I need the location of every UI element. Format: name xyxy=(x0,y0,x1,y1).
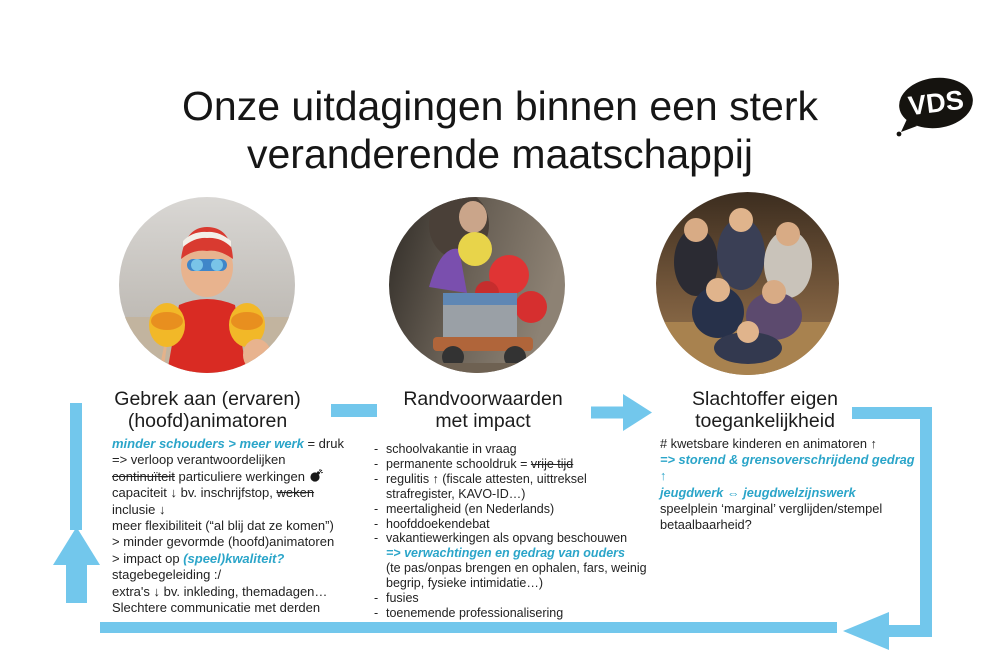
text-line xyxy=(372,531,648,546)
bullet-dash: - xyxy=(374,516,379,531)
bullet-dash: - xyxy=(374,531,379,546)
text-line xyxy=(112,567,368,583)
text-line xyxy=(112,534,368,550)
connector-left-vertical xyxy=(70,403,82,530)
text-segment: (speel)kwaliteit? xyxy=(183,550,285,566)
bullet-dash: - xyxy=(374,442,379,456)
text-line xyxy=(660,501,916,517)
text-segment: > minder gevormde (hoofd)animatoren xyxy=(112,534,335,550)
text-segment: vakantiewerkingen als opvang beschouwen xyxy=(386,531,628,546)
column3-heading-line1: Slachtoffer eigen xyxy=(692,388,838,410)
slide-title-line2: veranderende maatschappij xyxy=(247,131,753,177)
text-line xyxy=(112,584,368,600)
text-segment: minder schouders > meer werk xyxy=(112,436,304,451)
text-line xyxy=(112,436,368,452)
column2-heading-line2: met impact xyxy=(435,410,531,432)
column2-text xyxy=(372,442,648,636)
text-segment: verwachtingen en gedrag van ouders xyxy=(404,546,625,561)
text-line xyxy=(112,518,368,534)
text-line xyxy=(660,485,916,501)
text-segment: meer flexibiliteit (“al blij dat ze komen”) xyxy=(112,518,334,534)
arrow-left-icon xyxy=(843,612,930,650)
column3-heading-line2: toegankelijkheid xyxy=(695,410,835,432)
bullet-dash: - xyxy=(374,501,379,516)
text-segment: regulitis ↑ (fiscale attesten, uittreksel strafregister, KAVO-ID…) xyxy=(386,471,587,501)
text-segment: continuïteit xyxy=(112,468,175,484)
text-line xyxy=(112,600,368,616)
text-segment: particuliere werkingen xyxy=(174,468,309,484)
photo-animator xyxy=(119,197,295,373)
column2-heading xyxy=(372,388,594,432)
photo-children-balloons xyxy=(389,197,565,373)
slide-title-line1: Onze uitdagingen binnen een sterk xyxy=(182,83,818,129)
text-line xyxy=(372,502,648,517)
photo-group xyxy=(656,192,839,375)
text-line xyxy=(112,502,368,518)
text-line xyxy=(372,517,648,532)
text-segment: # kwetsbare kinderen en animatoren ↑ xyxy=(660,436,877,451)
text-segment: speelplein ‘marginal’ verglijden/stempel xyxy=(660,500,883,516)
bullet-dash: - xyxy=(374,605,379,620)
text-segment: (te pas/onpas brengen en ophalen, fars, weinig begrip, fysieke intimidatie…) xyxy=(386,561,647,591)
text-segment: betaalbaarheid? xyxy=(660,517,752,533)
text-line xyxy=(372,442,648,457)
text-segment: capaciteit ↓ bv. inschrijfstop, xyxy=(112,485,277,501)
text-segment: toenemende professionalisering xyxy=(386,605,564,620)
text-line xyxy=(660,452,916,484)
text-segment: stagebegeleiding :/ xyxy=(112,567,222,583)
text-line xyxy=(112,485,368,501)
connector-col1-col2 xyxy=(331,404,377,417)
text-segment: = druk xyxy=(303,436,344,451)
text-segment: extra's ↓ bv. inkleding, themadagen… xyxy=(112,583,328,599)
text-line xyxy=(372,472,648,502)
bomb-icon xyxy=(310,469,323,482)
text-segment: storend & grensoverschrijdend gedrag ↑ xyxy=(660,452,915,484)
text-segment: hoofddoekendebat xyxy=(386,516,490,531)
text-segment: fusies xyxy=(386,591,419,606)
text-line xyxy=(112,452,368,468)
bullet-dash: - xyxy=(374,471,379,486)
vds-logo xyxy=(893,74,979,144)
column1-heading-line1: Gebrek aan (ervaren) xyxy=(114,388,301,410)
text-line xyxy=(372,561,648,591)
text-segment: => xyxy=(660,452,679,468)
vds-logo-text: VDS xyxy=(906,84,966,122)
text-line xyxy=(372,457,648,472)
text-line xyxy=(660,517,916,533)
column1-text xyxy=(112,436,368,616)
arrow-right-icon xyxy=(591,394,652,431)
text-segment: jeugdwerk ⇔ jeugdwelzijnswerk xyxy=(660,484,856,500)
text-line xyxy=(112,551,368,567)
text-segment: weken xyxy=(276,485,315,501)
connector-bottom xyxy=(100,622,837,633)
column3-heading xyxy=(652,388,878,432)
text-segment: permanente schooldruk = xyxy=(386,456,531,471)
text-segment: > impact op xyxy=(112,550,184,566)
column1-heading-line2: (hoofd)animatoren xyxy=(127,410,288,432)
text-line xyxy=(660,436,916,452)
text-segment: => verloop verantwoordelijken xyxy=(112,452,286,468)
bullet-dash: - xyxy=(374,456,379,471)
text-line xyxy=(372,546,648,561)
text-segment: schoolvakantie in vraag xyxy=(386,442,517,456)
text-line xyxy=(372,606,648,621)
slide-title xyxy=(0,82,1000,178)
text-line xyxy=(372,591,648,606)
text-segment: meertaligheid (en Nederlands) xyxy=(386,501,555,516)
column2-heading-line1: Randvoorwaarden xyxy=(403,388,563,410)
column1-heading xyxy=(95,388,320,432)
text-segment: inclusie ↓ xyxy=(112,501,166,517)
text-segment: Slechtere communicatie met derden xyxy=(112,600,321,616)
arrow-up-icon xyxy=(53,527,100,603)
text-segment: vrije tijd xyxy=(530,456,574,471)
connector-right-vertical xyxy=(920,407,932,637)
bullet-dash: - xyxy=(374,591,379,606)
text-line xyxy=(112,469,368,485)
column3-text xyxy=(660,436,916,533)
text-segment: => xyxy=(386,546,405,561)
